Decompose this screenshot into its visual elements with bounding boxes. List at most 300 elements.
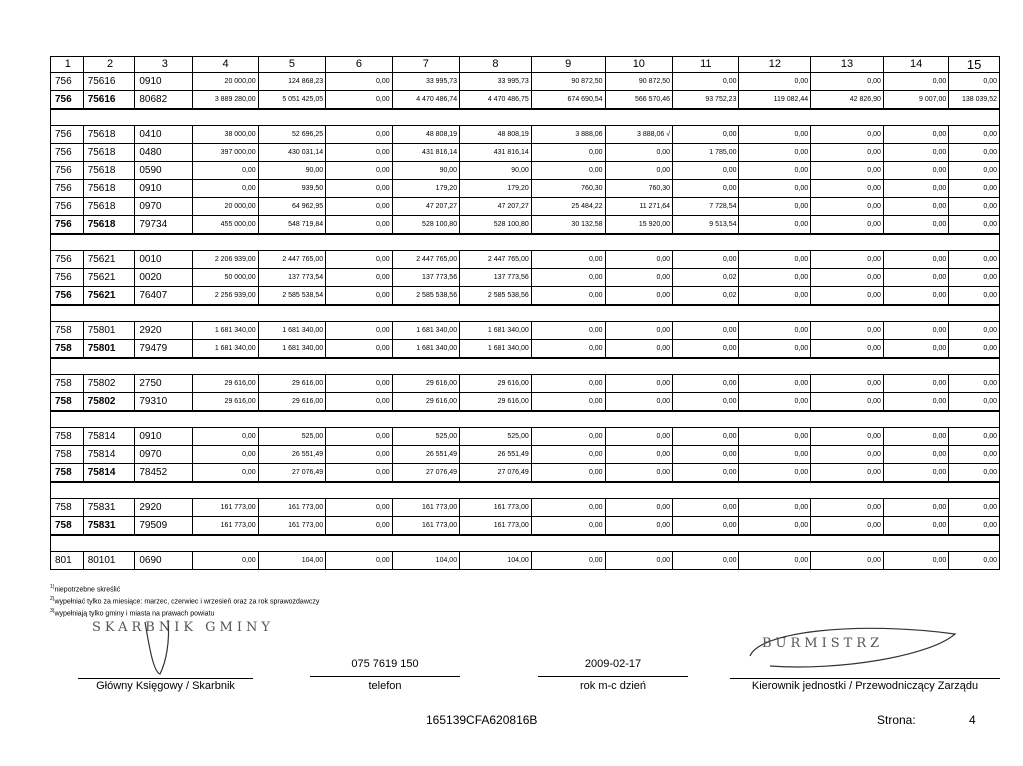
separator-cell bbox=[51, 482, 1000, 499]
separator-cell bbox=[51, 234, 1000, 251]
cell-col-10: 3 888,06 √ bbox=[605, 126, 672, 144]
cell-col-14: 0,00 bbox=[883, 180, 948, 198]
cell-col-9: 674 690,54 bbox=[531, 91, 605, 110]
cell-col-14: 0,00 bbox=[883, 428, 948, 446]
cell-col-13: 0,00 bbox=[811, 340, 884, 359]
cell-col-3: 80682 bbox=[135, 91, 193, 110]
cell-col-8: 4 470 486,75 bbox=[460, 91, 532, 110]
cell-col-13: 0,00 bbox=[811, 73, 884, 91]
cell-col-5: 52 696,25 bbox=[258, 126, 325, 144]
cell-col-12: 0,00 bbox=[739, 73, 811, 91]
cell-col-12: 12 bbox=[739, 57, 811, 73]
cell-col-14: 0,00 bbox=[883, 340, 948, 359]
cell-col-13: 0,00 bbox=[811, 198, 884, 216]
accountant-line bbox=[78, 678, 253, 679]
cell-col-15: 0,00 bbox=[949, 198, 1000, 216]
cell-col-14: 0,00 bbox=[883, 517, 948, 536]
cell-col-2: 75621 bbox=[83, 251, 135, 269]
table-row bbox=[51, 144, 1000, 162]
cell-col-4: 29 616,00 bbox=[193, 375, 258, 393]
cell-col-3: 79509 bbox=[135, 517, 193, 536]
table-row bbox=[51, 552, 1000, 570]
cell-col-14: 0,00 bbox=[883, 552, 948, 570]
cell-col-8: 2 585 538,56 bbox=[460, 287, 532, 306]
cell-col-6: 0,00 bbox=[326, 251, 392, 269]
cell-col-7: 137 773,56 bbox=[392, 269, 459, 287]
phone-line bbox=[310, 676, 460, 677]
cell-col-1: 756 bbox=[51, 126, 84, 144]
cell-col-14: 0,00 bbox=[883, 216, 948, 235]
cell-col-15: 0,00 bbox=[949, 393, 1000, 412]
cell-col-10: 90 872,50 bbox=[605, 73, 672, 91]
cell-col-3: 76407 bbox=[135, 287, 193, 306]
cell-col-3: 0910 bbox=[135, 428, 193, 446]
cell-col-8: 26 551,49 bbox=[460, 446, 532, 464]
cell-col-9: 9 bbox=[531, 57, 605, 73]
cell-col-9: 0,00 bbox=[531, 144, 605, 162]
table-sum-row bbox=[51, 464, 1000, 483]
cell-col-11: 0,00 bbox=[673, 428, 739, 446]
cell-col-8: 90,00 bbox=[460, 162, 532, 180]
cell-col-12: 0,00 bbox=[739, 126, 811, 144]
cell-col-3: 0910 bbox=[135, 73, 193, 91]
mayor-signature bbox=[740, 616, 970, 686]
cell-col-1: 758 bbox=[51, 428, 84, 446]
cell-col-6: 0,00 bbox=[326, 216, 392, 235]
cell-col-5: 161 773,00 bbox=[258, 517, 325, 536]
cell-col-1: 756 bbox=[51, 251, 84, 269]
cell-col-15: 0,00 bbox=[949, 144, 1000, 162]
cell-col-8: 27 076,49 bbox=[460, 464, 532, 483]
cell-col-7: 26 551,49 bbox=[392, 446, 459, 464]
cell-col-9: 0,00 bbox=[531, 287, 605, 306]
budget-report-table bbox=[50, 56, 1000, 570]
cell-col-10: 10 bbox=[605, 57, 672, 73]
cell-col-11: 0,00 bbox=[673, 251, 739, 269]
cell-col-13: 0,00 bbox=[811, 216, 884, 235]
cell-col-7: 161 773,00 bbox=[392, 517, 459, 536]
cell-col-9: 760,30 bbox=[531, 180, 605, 198]
cell-col-11: 0,00 bbox=[673, 180, 739, 198]
cell-col-13: 0,00 bbox=[811, 375, 884, 393]
cell-col-3: 0020 bbox=[135, 269, 193, 287]
cell-col-7: 161 773,00 bbox=[392, 499, 459, 517]
cell-col-4: 38 000,00 bbox=[193, 126, 258, 144]
cell-col-4: 29 616,00 bbox=[193, 393, 258, 412]
cell-col-11: 9 513,54 bbox=[673, 216, 739, 235]
cell-col-1: 758 bbox=[51, 340, 84, 359]
table-header-row bbox=[51, 57, 1000, 73]
cell-col-1: 758 bbox=[51, 499, 84, 517]
cell-col-8: 528 100,80 bbox=[460, 216, 532, 235]
cell-col-2: 75616 bbox=[83, 91, 135, 110]
cell-col-15: 0,00 bbox=[949, 517, 1000, 536]
cell-col-11: 0,00 bbox=[673, 322, 739, 340]
cell-col-2: 75618 bbox=[83, 144, 135, 162]
cell-col-6: 0,00 bbox=[326, 73, 392, 91]
table-row bbox=[51, 375, 1000, 393]
cell-col-4: 0,00 bbox=[193, 428, 258, 446]
cell-col-6: 0,00 bbox=[326, 198, 392, 216]
cell-col-2: 75814 bbox=[83, 464, 135, 483]
document-code: 165139CFA620816B bbox=[426, 713, 538, 727]
cell-col-13: 0,00 bbox=[811, 251, 884, 269]
cell-col-9: 0,00 bbox=[531, 322, 605, 340]
table-row bbox=[51, 269, 1000, 287]
cell-col-1: 758 bbox=[51, 322, 84, 340]
cell-col-10: 0,00 bbox=[605, 517, 672, 536]
cell-col-2: 75618 bbox=[83, 198, 135, 216]
cell-col-3: 78452 bbox=[135, 464, 193, 483]
cell-col-6: 0,00 bbox=[326, 552, 392, 570]
report-table-container bbox=[50, 56, 1000, 570]
cell-col-4: 20 000,00 bbox=[193, 198, 258, 216]
cell-col-11: 0,00 bbox=[673, 499, 739, 517]
cell-col-9: 0,00 bbox=[531, 428, 605, 446]
cell-col-12: 0,00 bbox=[739, 216, 811, 235]
cell-col-8: 431 816,14 bbox=[460, 144, 532, 162]
cell-col-6: 0,00 bbox=[326, 91, 392, 110]
cell-col-8: 1 681 340,00 bbox=[460, 340, 532, 359]
cell-col-8: 48 808,19 bbox=[460, 126, 532, 144]
separator-cell bbox=[51, 358, 1000, 375]
table-row bbox=[51, 126, 1000, 144]
cell-col-7: 2 447 765,00 bbox=[392, 251, 459, 269]
cell-col-12: 0,00 bbox=[739, 322, 811, 340]
table-row bbox=[51, 499, 1000, 517]
footnote-2: wypełniać tylko za miesiące: marzec, czerwiec i wrzesień oraz za rok sprawozdawczy bbox=[54, 598, 320, 606]
footnotes: $^{1)}$niepotrzebne skreślić $^{2)}$wypełniać tylko za miesiące: marzec, czerwiec i wrzesień oraz za rok sprawozdawczy $^{3)}$wypełniają tylko gminy i miasta na prawach powiatu bbox=[50, 584, 320, 617]
cell-col-15: 0,00 bbox=[949, 180, 1000, 198]
cell-col-3: 0480 bbox=[135, 144, 193, 162]
cell-col-8: 33 995,73 bbox=[460, 73, 532, 91]
cell-col-2: 75814 bbox=[83, 428, 135, 446]
cell-col-15: 0,00 bbox=[949, 126, 1000, 144]
cell-col-6: 6 bbox=[326, 57, 392, 73]
cell-col-13: 0,00 bbox=[811, 428, 884, 446]
cell-col-15: 0,00 bbox=[949, 340, 1000, 359]
cell-col-4: 2 256 939,00 bbox=[193, 287, 258, 306]
separator-cell bbox=[51, 411, 1000, 428]
cell-col-6: 0,00 bbox=[326, 464, 392, 483]
cell-col-8: 1 681 340,00 bbox=[460, 322, 532, 340]
cell-col-4: 0,00 bbox=[193, 552, 258, 570]
cell-col-1: 758 bbox=[51, 464, 84, 483]
cell-col-4: 4 bbox=[193, 57, 258, 73]
cell-col-13: 0,00 bbox=[811, 499, 884, 517]
table-row bbox=[51, 446, 1000, 464]
cell-col-12: 119 082,44 bbox=[739, 91, 811, 110]
cell-col-5: 104,00 bbox=[258, 552, 325, 570]
cell-col-12: 0,00 bbox=[739, 517, 811, 536]
footnote-1: niepotrzebne skreślić bbox=[54, 586, 121, 594]
cell-col-3: 2920 bbox=[135, 499, 193, 517]
cell-col-3: 0970 bbox=[135, 198, 193, 216]
cell-col-10: 0,00 bbox=[605, 287, 672, 306]
accountant-label: Główny Księgowy / Skarbnik bbox=[96, 680, 235, 692]
cell-col-11: 0,00 bbox=[673, 552, 739, 570]
cell-col-10: 0,00 bbox=[605, 269, 672, 287]
cell-col-14: 0,00 bbox=[883, 269, 948, 287]
cell-col-10: 0,00 bbox=[605, 499, 672, 517]
separator-cell bbox=[51, 535, 1000, 552]
cell-col-12: 0,00 bbox=[739, 446, 811, 464]
cell-col-7: 47 207,27 bbox=[392, 198, 459, 216]
cell-col-9: 0,00 bbox=[531, 375, 605, 393]
cell-col-15: 0,00 bbox=[949, 73, 1000, 91]
cell-col-2: 75618 bbox=[83, 180, 135, 198]
cell-col-8: 29 616,00 bbox=[460, 393, 532, 412]
page-number: 4 bbox=[969, 713, 976, 727]
cell-col-11: 93 752,23 bbox=[673, 91, 739, 110]
cell-col-13: 0,00 bbox=[811, 269, 884, 287]
cell-col-10: 0,00 bbox=[605, 446, 672, 464]
cell-col-4: 2 206 939,00 bbox=[193, 251, 258, 269]
cell-col-13: 0,00 bbox=[811, 180, 884, 198]
cell-col-11: 0,00 bbox=[673, 73, 739, 91]
cell-col-13: 42 826,90 bbox=[811, 91, 884, 110]
cell-col-2: 75802 bbox=[83, 393, 135, 412]
cell-col-14: 0,00 bbox=[883, 322, 948, 340]
cell-col-15: 0,00 bbox=[949, 269, 1000, 287]
cell-col-11: 0,00 bbox=[673, 464, 739, 483]
date-label: rok m-c dzień bbox=[579, 680, 647, 692]
cell-col-9: 0,00 bbox=[531, 464, 605, 483]
separator-cell bbox=[51, 305, 1000, 322]
cell-col-6: 0,00 bbox=[326, 162, 392, 180]
cell-col-10: 0,00 bbox=[605, 144, 672, 162]
cell-col-5: 1 681 340,00 bbox=[258, 340, 325, 359]
cell-col-12: 0,00 bbox=[739, 464, 811, 483]
cell-col-1: 756 bbox=[51, 180, 84, 198]
cell-col-6: 0,00 bbox=[326, 180, 392, 198]
cell-col-4: 0,00 bbox=[193, 180, 258, 198]
cell-col-11: 11 bbox=[673, 57, 739, 73]
cell-col-10: 0,00 bbox=[605, 322, 672, 340]
cell-col-1: 758 bbox=[51, 375, 84, 393]
cell-col-4: 0,00 bbox=[193, 464, 258, 483]
group-separator bbox=[51, 305, 1000, 322]
cell-col-2: 75801 bbox=[83, 340, 135, 359]
cell-col-4: 3 889 280,00 bbox=[193, 91, 258, 110]
cell-col-6: 0,00 bbox=[326, 269, 392, 287]
cell-col-11: 0,00 bbox=[673, 446, 739, 464]
table-sum-row bbox=[51, 287, 1000, 306]
cell-col-4: 455 000,00 bbox=[193, 216, 258, 235]
head-line bbox=[730, 678, 1000, 679]
cell-col-5: 2 447 765,00 bbox=[258, 251, 325, 269]
cell-col-5: 548 719,84 bbox=[258, 216, 325, 235]
cell-col-6: 0,00 bbox=[326, 322, 392, 340]
cell-col-1: 756 bbox=[51, 162, 84, 180]
cell-col-3: 0590 bbox=[135, 162, 193, 180]
cell-col-7: 1 681 340,00 bbox=[392, 340, 459, 359]
cell-col-6: 0,00 bbox=[326, 393, 392, 412]
treasurer-stamp: SKARBNIK GMINY bbox=[92, 620, 274, 635]
table-row bbox=[51, 162, 1000, 180]
cell-col-3: 79310 bbox=[135, 393, 193, 412]
cell-col-13: 0,00 bbox=[811, 393, 884, 412]
cell-col-2: 75831 bbox=[83, 499, 135, 517]
cell-col-11: 0,00 bbox=[673, 393, 739, 412]
cell-col-12: 0,00 bbox=[739, 428, 811, 446]
cell-col-9: 25 484,22 bbox=[531, 198, 605, 216]
cell-col-2: 75618 bbox=[83, 216, 135, 235]
cell-col-7: 33 995,73 bbox=[392, 73, 459, 91]
cell-col-12: 0,00 bbox=[739, 375, 811, 393]
cell-col-1: 758 bbox=[51, 517, 84, 536]
cell-col-4: 1 681 340,00 bbox=[193, 340, 258, 359]
cell-col-13: 0,00 bbox=[811, 162, 884, 180]
cell-col-15: 0,00 bbox=[949, 464, 1000, 483]
cell-col-8: 2 447 765,00 bbox=[460, 251, 532, 269]
cell-col-5: 64 962,95 bbox=[258, 198, 325, 216]
phone-number: 075 7619 150 bbox=[351, 658, 419, 670]
mayor-stamp: BURMISTRZ bbox=[762, 636, 884, 651]
cell-col-10: 0,00 bbox=[605, 340, 672, 359]
cell-col-1: 756 bbox=[51, 73, 84, 91]
cell-col-14: 0,00 bbox=[883, 464, 948, 483]
cell-col-2: 75801 bbox=[83, 322, 135, 340]
cell-col-8: 47 207,27 bbox=[460, 198, 532, 216]
cell-col-2: 75621 bbox=[83, 287, 135, 306]
cell-col-5: 27 076,49 bbox=[258, 464, 325, 483]
cell-col-7: 2 585 538,56 bbox=[392, 287, 459, 306]
cell-col-7: 179,20 bbox=[392, 180, 459, 198]
cell-col-3: 79479 bbox=[135, 340, 193, 359]
cell-col-6: 0,00 bbox=[326, 446, 392, 464]
cell-col-10: 15 920,00 bbox=[605, 216, 672, 235]
cell-col-1: 758 bbox=[51, 446, 84, 464]
cell-col-5: 90,00 bbox=[258, 162, 325, 180]
cell-col-12: 0,00 bbox=[739, 499, 811, 517]
cell-col-11: 7 728,54 bbox=[673, 198, 739, 216]
cell-col-13: 0,00 bbox=[811, 552, 884, 570]
cell-col-15: 0,00 bbox=[949, 428, 1000, 446]
head-label: Kierownik jednostki / Przewodniczący Zarządu bbox=[751, 680, 979, 692]
cell-col-4: 20 000,00 bbox=[193, 73, 258, 91]
cell-col-5: 29 616,00 bbox=[258, 393, 325, 412]
cell-col-10: 0,00 bbox=[605, 251, 672, 269]
cell-col-11: 0,02 bbox=[673, 269, 739, 287]
cell-col-10: 0,00 bbox=[605, 162, 672, 180]
cell-col-5: 137 773,54 bbox=[258, 269, 325, 287]
cell-col-1: 758 bbox=[51, 393, 84, 412]
cell-col-2: 75621 bbox=[83, 269, 135, 287]
cell-col-7: 431 816,14 bbox=[392, 144, 459, 162]
cell-col-10: 0,00 bbox=[605, 393, 672, 412]
cell-col-3: 3 bbox=[135, 57, 193, 73]
cell-col-2: 75802 bbox=[83, 375, 135, 393]
cell-col-10: 0,00 bbox=[605, 464, 672, 483]
cell-col-1: 756 bbox=[51, 269, 84, 287]
cell-col-14: 9 007,00 bbox=[883, 91, 948, 110]
cell-col-7: 90,00 bbox=[392, 162, 459, 180]
cell-col-15: 0,00 bbox=[949, 499, 1000, 517]
table-row bbox=[51, 198, 1000, 216]
cell-col-9: 3 888,06 bbox=[531, 126, 605, 144]
cell-col-5: 939,50 bbox=[258, 180, 325, 198]
cell-col-15: 0,00 bbox=[949, 322, 1000, 340]
group-separator bbox=[51, 411, 1000, 428]
cell-col-7: 29 616,00 bbox=[392, 375, 459, 393]
cell-col-10: 0,00 bbox=[605, 428, 672, 446]
cell-col-4: 1 681 340,00 bbox=[193, 322, 258, 340]
group-separator bbox=[51, 234, 1000, 251]
cell-col-5: 430 031,14 bbox=[258, 144, 325, 162]
cell-col-14: 0,00 bbox=[883, 287, 948, 306]
table-sum-row bbox=[51, 340, 1000, 359]
cell-col-10: 0,00 bbox=[605, 375, 672, 393]
cell-col-14: 0,00 bbox=[883, 251, 948, 269]
cell-col-14: 0,00 bbox=[883, 499, 948, 517]
table-row bbox=[51, 180, 1000, 198]
cell-col-7: 104,00 bbox=[392, 552, 459, 570]
cell-col-14: 0,00 bbox=[883, 198, 948, 216]
cell-col-7: 27 076,49 bbox=[392, 464, 459, 483]
cell-col-6: 0,00 bbox=[326, 144, 392, 162]
cell-col-10: 11 271,64 bbox=[605, 198, 672, 216]
cell-col-5: 5 bbox=[258, 57, 325, 73]
cell-col-12: 0,00 bbox=[739, 180, 811, 198]
cell-col-13: 0,00 bbox=[811, 517, 884, 536]
cell-col-3: 0410 bbox=[135, 126, 193, 144]
cell-col-11: 0,00 bbox=[673, 375, 739, 393]
treasurer-signature bbox=[140, 612, 200, 680]
cell-col-13: 0,00 bbox=[811, 287, 884, 306]
cell-col-3: 2750 bbox=[135, 375, 193, 393]
cell-col-1: 801 bbox=[51, 552, 84, 570]
cell-col-5: 161 773,00 bbox=[258, 499, 325, 517]
cell-col-12: 0,00 bbox=[739, 251, 811, 269]
cell-col-11: 1 785,00 bbox=[673, 144, 739, 162]
cell-col-8: 137 773,56 bbox=[460, 269, 532, 287]
cell-col-12: 0,00 bbox=[739, 144, 811, 162]
cell-col-9: 0,00 bbox=[531, 499, 605, 517]
cell-col-12: 0,00 bbox=[739, 287, 811, 306]
cell-col-13: 0,00 bbox=[811, 126, 884, 144]
footnote-3: wypełniają tylko gminy i miasta na prawach powiatu bbox=[54, 609, 215, 617]
cell-col-9: 0,00 bbox=[531, 251, 605, 269]
cell-col-8: 29 616,00 bbox=[460, 375, 532, 393]
cell-col-9: 0,00 bbox=[531, 393, 605, 412]
cell-col-14: 0,00 bbox=[883, 162, 948, 180]
cell-col-6: 0,00 bbox=[326, 428, 392, 446]
cell-col-4: 0,00 bbox=[193, 162, 258, 180]
cell-col-6: 0,00 bbox=[326, 126, 392, 144]
cell-col-2: 75618 bbox=[83, 126, 135, 144]
group-separator bbox=[51, 109, 1000, 126]
cell-col-8: 179,20 bbox=[460, 180, 532, 198]
cell-col-9: 0,00 bbox=[531, 517, 605, 536]
cell-col-6: 0,00 bbox=[326, 287, 392, 306]
cell-col-7: 1 681 340,00 bbox=[392, 322, 459, 340]
cell-col-11: 0,00 bbox=[673, 162, 739, 180]
cell-col-9: 0,00 bbox=[531, 446, 605, 464]
cell-col-15: 15 bbox=[949, 57, 1000, 73]
cell-col-10: 760,30 bbox=[605, 180, 672, 198]
cell-col-9: 0,00 bbox=[531, 552, 605, 570]
cell-col-15: 138 039,52 bbox=[949, 91, 1000, 110]
table-sum-row bbox=[51, 393, 1000, 412]
cell-col-4: 397 000,00 bbox=[193, 144, 258, 162]
table-sum-row bbox=[51, 517, 1000, 536]
cell-col-12: 0,00 bbox=[739, 198, 811, 216]
cell-col-9: 0,00 bbox=[531, 269, 605, 287]
cell-col-7: 4 470 486,74 bbox=[392, 91, 459, 110]
cell-col-3: 0010 bbox=[135, 251, 193, 269]
page-label: Strona: bbox=[877, 713, 916, 727]
